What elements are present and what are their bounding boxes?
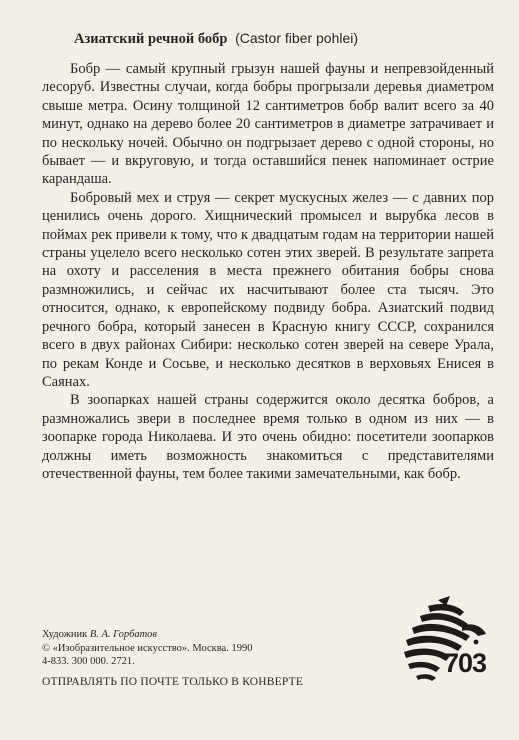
credits-block — [42, 628, 372, 669]
paragraph-3: В зоопарках нашей страны содержится около десятка бобров, а размножались звери в последнее время только в одном из них — в зоопарке города Николаева. И это очень обидно: посетители зоопарков должны иметь возможность знакомиться с представителями отечественной фауны, тем более такими замечательными, как бобр. — [42, 392, 494, 482]
paragraph-2: Бобровый мех и струя — секрет мускусных желез — с давних пор ценились очень дорого. Хищнический промысел и вырубка лесов в поймах рек привели к тому, что к двадцатым годам на территории нашей страны уцелело всего несколько сотен этих зверей. В результате запрета на охоту и расселения в места прежнего обитания бобры снова размножились, и сейчас их насчитывают более ста тысяч. Это относится, однако, к европейскому подвиду бобра. Азиатский подвид речного бобра, который занесен в Красную книгу СССР, сохранился всего в двух районах Сибири: несколько сотен зверей на севере Урала, по рекам Конде и Сосьве, и несколько десятков в верховьях Енисея в Саянах. — [42, 189, 494, 390]
title-latin: (Castor fiber pohlei) — [235, 30, 359, 46]
article-body — [42, 60, 494, 483]
mail-instruction: ОТПРАВЛЯТЬ ПО ПОЧТЕ ТОЛЬКО В КОНВЕРТЕ — [42, 676, 304, 688]
artist-line — [42, 628, 372, 642]
artist-name: В. А. Горбатов — [89, 629, 157, 640]
publisher-line: © «Изобразительное искусство». Москва. 1990 — [42, 642, 253, 654]
print-code: 4-833. 300 000. 2721. — [42, 656, 135, 667]
artist-label: Художник — [42, 629, 88, 640]
logo-number: 703 — [444, 648, 487, 678]
page-title — [74, 28, 494, 49]
paragraph-1: Бобр — самый крупный грызун нашей фауны и непревзойденный лесоруб. Известны случаи, когда бобры прогрызали деревья диаметром свыше метра. Осину толщиной 12 сантиметров бобр валит всего за 40 минут, однако на дерево более 20 сантиметров в диаметре затрачивает и по нескольку ночей. Обычно он подгрызает дерево с одной стороны, но бывает — и вкруговую, и тогда оставшийся пенек напоминает острие карандаша. — [42, 61, 494, 188]
title-russian: Азиатский речной бобр — [74, 31, 228, 47]
publisher-logo — [398, 596, 490, 692]
